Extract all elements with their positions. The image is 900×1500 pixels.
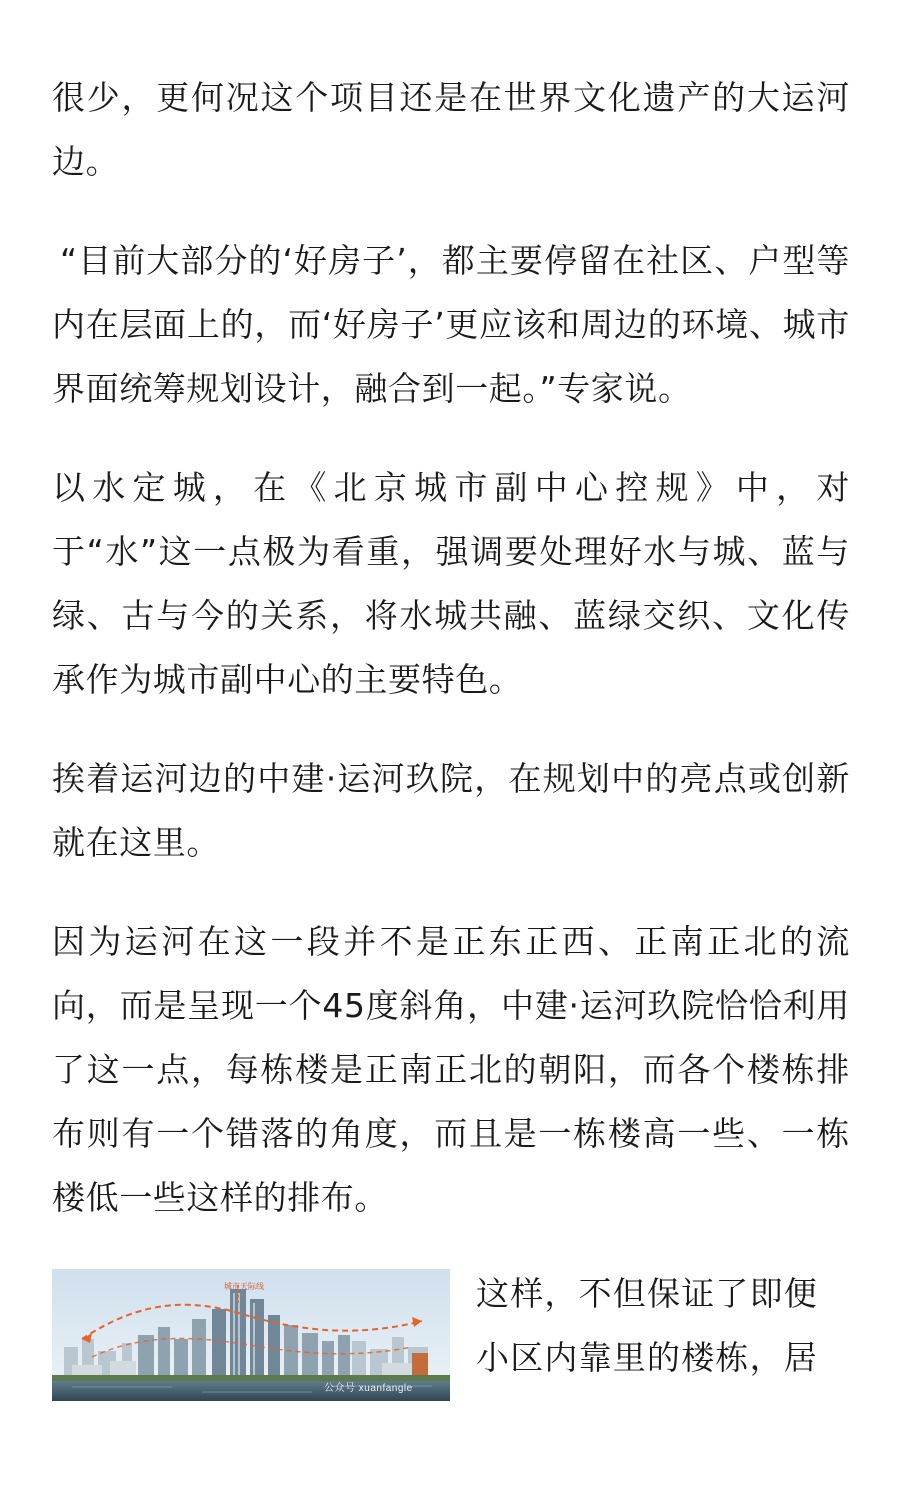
figure-watermark: 公众号 xuanfangle (324, 1383, 413, 1394)
figure-label: 城市天际线 (224, 1282, 264, 1291)
side-line-2: 小区内靠里的楼栋，居 (476, 1338, 818, 1377)
paragraph-3: 以水定城，在《北京城市副中心控规》中，对于“水”这一点极为看重，强调要处理好水与城、蓝与绿、古与今的关系，将水城共融、蓝绿交织、文化传承作为城市副中心的主要特色。 (52, 468, 850, 699)
paragraph-1: 很少，更何况这个项目还是在世界文化遗产的大运河边。 (52, 78, 850, 181)
side-paragraph (476, 1262, 852, 1390)
paragraph-4: 挨着运河边的中建·运河玖院，在规划中的亮点或创新就在这里。 (52, 759, 850, 862)
image-text-block (52, 1265, 850, 1425)
article-body (52, 66, 850, 1425)
paragraph-5: 因为运河在这一段并不是正东正西、正南正北的流向，而是呈现一个45度斜角，中建·运河玖院恰恰利用了这一点，每栋楼是正南正北的朝阳，而各个楼栋排布则有一个错落的角度，而且是一栋楼高一些、一栋楼低一些这样的排布。 (52, 922, 850, 1217)
side-line-1: 这样，不但保证了即便 (476, 1274, 818, 1313)
paragraph-2: “目前大部分的‘好房子’，都主要停留在社区、户型等内在层面上的，而‘好房子’更应该和周边的环境、城市界面统筹规划设计，融合到一起。”专家说。 (52, 241, 850, 408)
city-skyline-image[interactable] (52, 1269, 450, 1401)
